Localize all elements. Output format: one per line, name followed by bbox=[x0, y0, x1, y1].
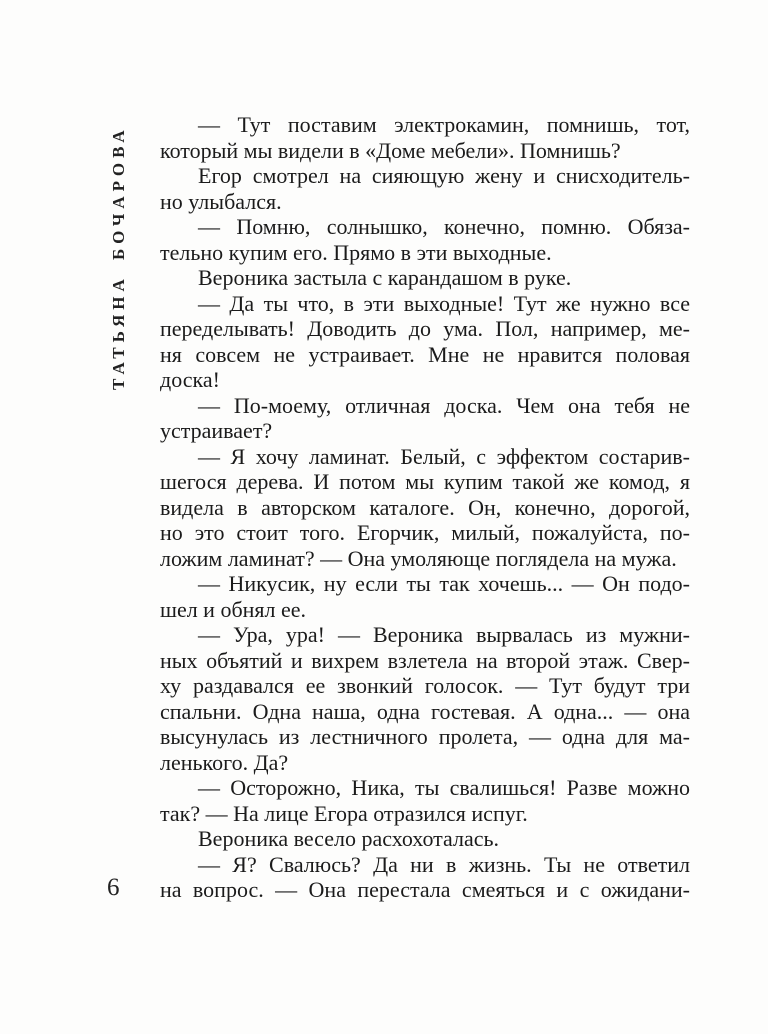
text-line: Вероника весело расхохоталась. bbox=[198, 826, 500, 851]
text-line: который мы видели в «Доме мебели». Помнишь? bbox=[160, 137, 621, 163]
text-line: — Тут поставим электрокамин, помнишь, тот, bbox=[198, 112, 690, 137]
text-line: Егор смотрел на сияющую жену и снисходитель- bbox=[198, 163, 690, 188]
text-line: Вероника застыла с карандашом в руке. bbox=[198, 265, 572, 290]
text-line: — Помню, солнышко, конечно, помню. Обяза- bbox=[198, 214, 690, 239]
text-line: ня совсем не устраивает. Мне не нравится половая bbox=[160, 341, 690, 367]
margin-author-name: ТАТЬЯНА БОЧАРОВА bbox=[109, 125, 128, 390]
text-line: высунулась из лестничного пролета, — одна для ма- bbox=[160, 724, 690, 749]
text-line: тельно купим его. Прямо в эти выходные. bbox=[160, 239, 552, 265]
text-line: устраивает? bbox=[160, 418, 273, 443]
text-line: но это стоит того. Егорчик, милый, пожалуйста, по- bbox=[160, 520, 690, 545]
text-line: видела в авторском каталоге. Он, конечно, дорогой, bbox=[160, 494, 690, 520]
text-line: — Осторожно, Ника, ты свалишься! Разве можно bbox=[198, 775, 690, 800]
text-line: — Я хочу ламинат. Белый, с эффектом состарив- bbox=[198, 443, 690, 469]
text-line: шегося дерева. И потом мы купим такой же комод, я bbox=[160, 469, 690, 494]
text-line: — По-моему, отличная доска. Чем она тебя не bbox=[198, 392, 690, 418]
text-line: ных объятий и вихрем взлетела на второй этаж. Свер- bbox=[160, 647, 690, 673]
page-number: 6 bbox=[107, 874, 120, 901]
text-line: на вопрос. — Она перестала смеяться и с ожидани- bbox=[160, 877, 690, 902]
text-line: — Да ты что, в эти выходные! Тут же нужно все bbox=[198, 290, 690, 316]
text-line: — Ура, ура! — Вероника вырвалась из мужни- bbox=[198, 622, 690, 647]
text-line: ложим ламинат? — Она умоляюще поглядела на мужа. bbox=[160, 545, 677, 571]
text-line: доска! bbox=[160, 367, 220, 392]
text-line: но улыбался. bbox=[160, 188, 282, 214]
text-line: — Я? Свалюсь? Да ни в жизнь. Ты не ответил bbox=[198, 851, 690, 877]
text-line: спальни. Одна наша, одна гостевая. А одна... — она bbox=[160, 698, 690, 724]
text-line: — Никусик, ну если ты так хочешь... — Он подо- bbox=[198, 571, 690, 596]
body-text bbox=[160, 112, 690, 903]
text-line: переделывать! Доводить до ума. Пол, например, ме- bbox=[160, 316, 690, 341]
text-line: ху раздавался ее звонкий голосок. — Тут будут три bbox=[160, 673, 690, 698]
text-line: ленького. Да? bbox=[160, 749, 289, 775]
text-line: так? — На лице Егора отразился испуг. bbox=[160, 800, 528, 826]
text-line: шел и обнял ее. bbox=[160, 596, 307, 622]
